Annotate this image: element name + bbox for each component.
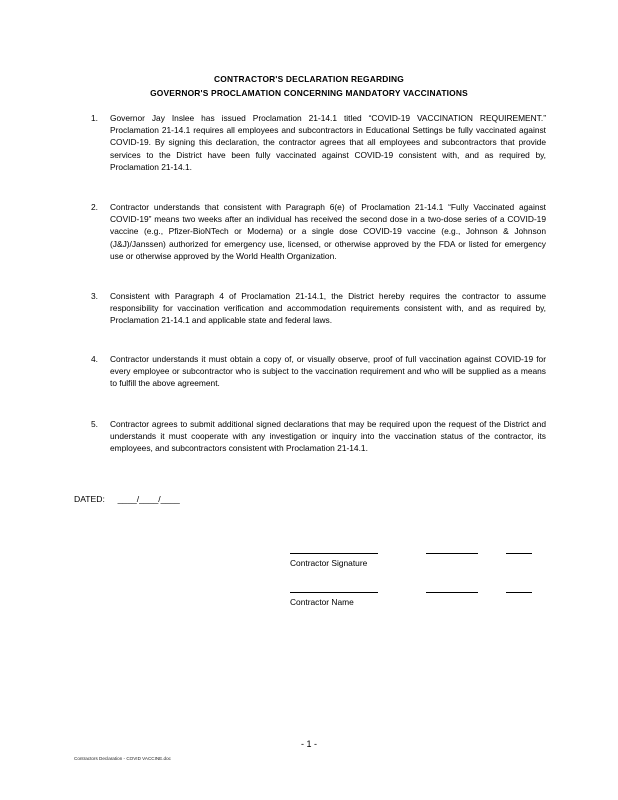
page-number: - 1 -: [300, 739, 317, 749]
title-line-2: GOVERNOR'S PROCLAMATION CONCERNING MANDATORY VACCINATIONS: [150, 88, 468, 98]
date-line: [426, 553, 478, 554]
item-number: 5.: [91, 419, 98, 429]
item-number: 1.: [91, 113, 98, 123]
name-line: [290, 592, 378, 593]
dated-row: [74, 494, 180, 504]
signature-line: [290, 553, 378, 554]
contractor-name-label: Contractor Name: [290, 597, 354, 607]
item-text: Contractor understands it must obtain a copy of, or visually observe, proof of full vaccination against COVID-19 for every employee or subcontractor who is subject to the vaccination requirement and who will be supplied as a means to fulfill the above agreement.: [110, 354, 546, 389]
item-text: Contractor understands that consistent with Paragraph 6(e) of Proclamation 21-14.1 “Fully Vaccinated against COVID-19” means two weeks after an individual has received the second dose in a two-dose series of a COVID-19 vaccine (e.g., Pfizer-BioNTech or Moderna) or a single dose COVID-19 vaccine (e.g., Johnson & Johnson (J&J)/Janssen) authorized for emergency use, licensed, or otherwise approved by the FDA or listed for emergency use or otherwise approved by the World Health Organization.: [110, 202, 546, 261]
item-number: 2.: [91, 202, 98, 212]
date-line: [506, 553, 532, 554]
date-blank[interactable]: ____/____/____: [117, 494, 180, 504]
contractor-signature-label: Contractor Signature: [290, 558, 368, 568]
item-text: Governor Jay Inslee has issued Proclamation 21-14.1 titled “COVID-19 VACCINATION REQUIREMENT.” Proclamation 21-14.1 requires all employees and subcontractors in Educational Settings be fully vaccinated against COVID-19. By signing this declaration, the contractor agrees that all employees and subcontractors that provide services to the District have been fully vaccinated against COVID-19 consistent with, and as required by, Proclamation 21-14.1.: [110, 113, 546, 172]
item-text: Contractor agrees to submit additional signed declarations that may be required upon the request of the District and understands it must cooperate with any investigation or inquiry into the vaccination status of the contractor, its employees, and subcontractors consistent with Proclamation 21-14.1.: [110, 419, 546, 454]
dated-label: DATED:: [74, 494, 105, 504]
date-line: [506, 592, 532, 593]
date-line: [426, 592, 478, 593]
item-text: Consistent with Paragraph 4 of Proclamation 21-14.1, the District hereby requires the contractor to assume responsibility for vaccination verification and accommodation requirements consistent with, and as required by, Proclamation 21-14.1 and applicable state and federal laws.: [110, 291, 546, 326]
footer-filename: Contractors Declaration - COVID VACCINE.doc: [74, 756, 171, 761]
item-number: 3.: [91, 291, 98, 301]
item-number: 4.: [91, 354, 98, 364]
title-line-1: CONTRACTOR'S DECLARATION REGARDING: [214, 74, 404, 84]
